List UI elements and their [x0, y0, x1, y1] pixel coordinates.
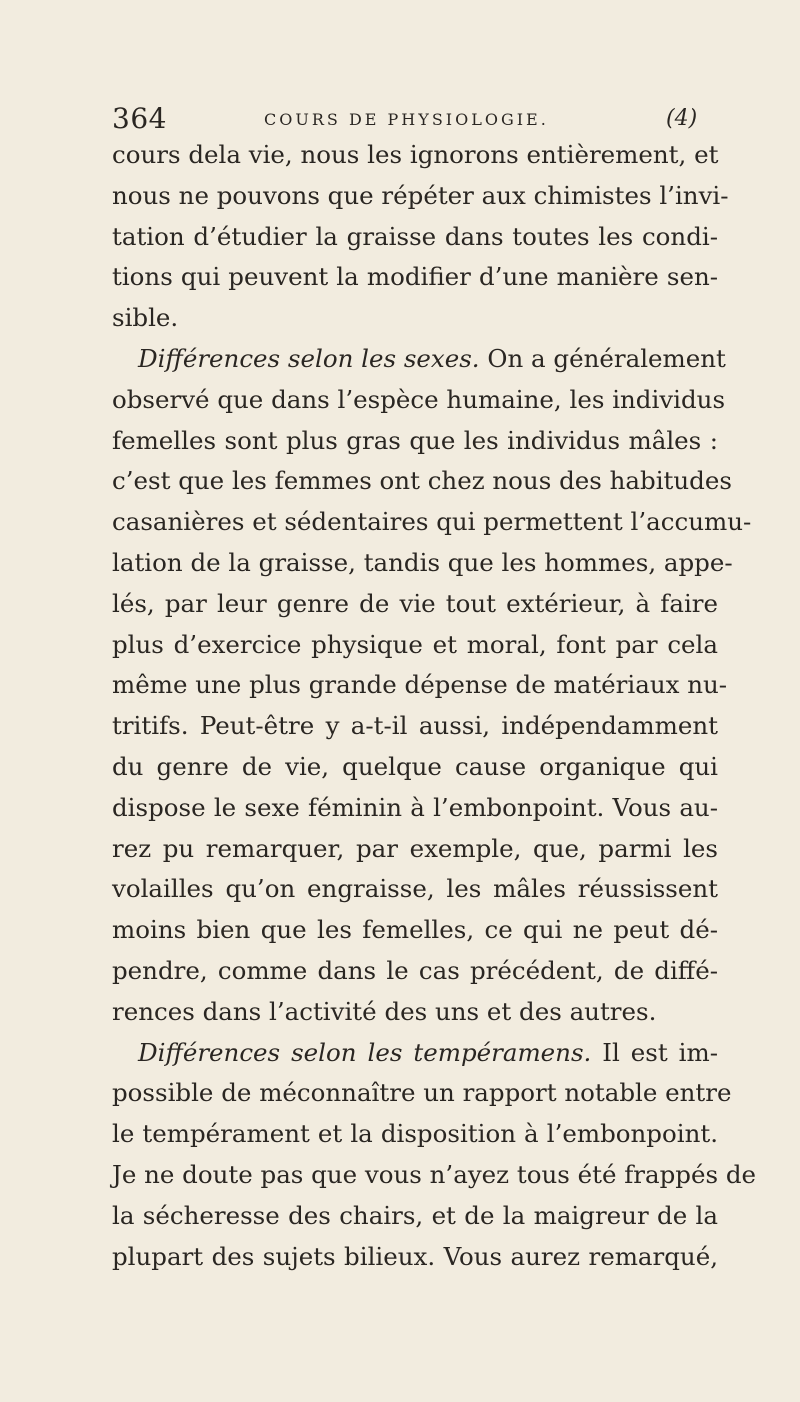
- text-line: observé que dans l’espèce humaine, les individus: [112, 384, 726, 414]
- text-line: lés, par leur genre de vie tout extérieur, à faire: [112, 588, 718, 618]
- section-heading-line: [112, 339, 726, 380]
- text-line: lation de la graisse, tandis que les hommes, appe-: [112, 547, 733, 577]
- text-line: c’est que les femmes ont chez nous des habitudes: [112, 466, 732, 496]
- text-line: volailles qu’on engraisse, les mâles réussissent: [112, 874, 718, 904]
- section-heading-sexes: Différences selon les sexes.: [138, 343, 480, 373]
- text-line: nous ne pouvons que répéter aux chimistes l’invi-: [112, 180, 729, 210]
- text-line: tritifs. Peut-être y a-t-il aussi, indépendamment: [112, 711, 718, 741]
- text-line: moins bien que les femelles, ce qui ne peut dé-: [112, 915, 718, 945]
- text-line: rences dans l’activité des uns et des autres.: [112, 996, 657, 1026]
- text-line: tions qui peuvent la modifier d’une manière sen-: [112, 262, 718, 292]
- text-line: pendre, comme dans le cas précédent, de diffé-: [112, 955, 718, 985]
- text-line: plupart des sujets bilieux. Vous aurez remarqué,: [112, 1241, 718, 1271]
- section-heading-temperaments: Différences selon les tempéramens.: [138, 1037, 592, 1067]
- text-line: la sécheresse des chairs, et de la maigreur de la: [112, 1200, 718, 1230]
- text-line: même une plus grande dépense de matériaux nu-: [112, 670, 728, 700]
- text-line: possible de méconnaître un rapport notable entre: [112, 1078, 732, 1108]
- text-fragment: Il est im-: [591, 1037, 719, 1067]
- text-line: sible.: [112, 303, 179, 333]
- text-line: cours dela vie, nous les ignorons entièrement, et: [112, 140, 719, 169]
- text-line: Je ne doute pas que vous n’ayez tous été frappés de: [112, 1159, 757, 1189]
- text-line: tation d’étudier la graisse dans toutes les condi-: [112, 221, 718, 251]
- section-mark: (4): [666, 106, 698, 131]
- text-line: dispose le sexe féminin à l’embonpoint. Vous au-: [112, 792, 718, 822]
- text-line: le tempérament et la disposition à l’embonpoint.: [112, 1119, 718, 1149]
- text-line: du genre de vie, quelque cause organique qui: [112, 751, 718, 781]
- text-fragment: On a généralement: [479, 343, 726, 373]
- page-number: 364: [112, 102, 167, 135]
- body-text: [112, 135, 757, 1277]
- running-head: COURS DE PHYSIOLOGIE.: [264, 110, 549, 129]
- text-line: plus d’exercice physique et moral, font par cela: [112, 629, 718, 659]
- text-line: casanières et sédentaires qui permettent l’accumu-: [112, 507, 752, 537]
- text-line: femelles sont plus gras que les individus mâles :: [112, 425, 718, 455]
- section-heading-line: [112, 1033, 718, 1074]
- text-line: rez pu remarquer, par exemple, que, parmi les: [112, 833, 718, 863]
